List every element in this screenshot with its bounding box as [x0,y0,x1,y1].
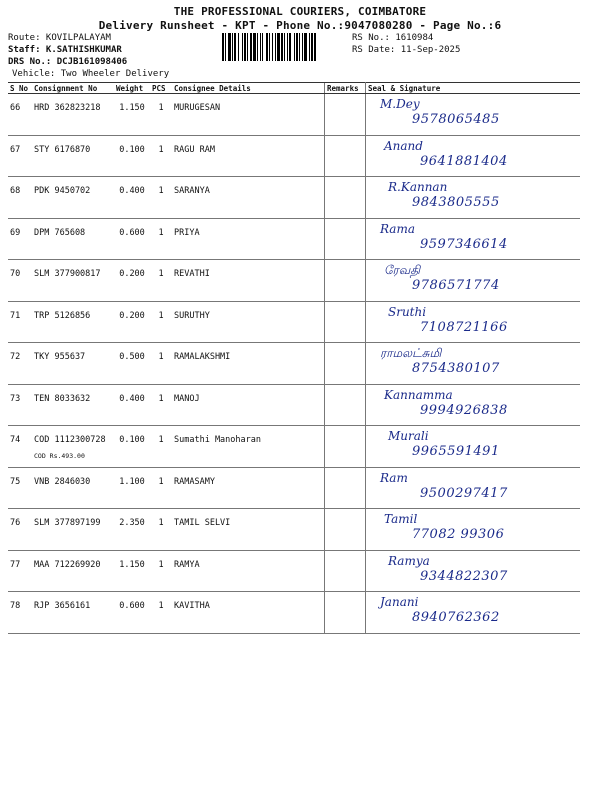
cell-consignment-text: TKY 955637 [34,352,86,362]
cell-sno [8,592,32,634]
cell-seal-signature [366,343,581,385]
cell-weight [114,467,150,509]
cell-seal-signature [366,94,581,136]
cell-seal-signature [366,467,581,509]
cell-consignment [32,467,114,509]
col-remarks: Remarks [325,83,366,94]
cell-weight [114,260,150,302]
cell-consignee [172,218,325,260]
cell-pcs [150,218,172,260]
cell-sno [8,260,32,302]
cell-remarks [325,343,366,385]
cell-weight-text: 0.100 [119,435,145,445]
cell-weight [114,218,150,260]
cell-weight-text: 2.350 [119,518,145,528]
cell-seal-signature [366,509,581,551]
handwritten-signature: Ram [380,470,408,485]
handwritten-signature: M.Dey [380,97,420,111]
cell-consignee [172,94,325,136]
cell-weight [114,426,150,468]
cell-weight-text: 0.100 [119,144,145,155]
cell-seal-signature [366,177,581,219]
cell-sno-text: 78 [10,601,21,611]
handwritten-phone: 9786571774 [412,278,500,293]
cell-weight [114,509,150,551]
route-label: Route: KOVILPALAYAM [8,33,111,43]
cell-pcs [150,509,172,551]
cell-consignment-text: COD 1112300728 [34,435,106,445]
col-sno: S No [8,83,32,94]
cell-remarks [325,94,366,136]
cell-weight-text: 1.150 [119,103,145,113]
handwritten-signature: Anand [384,138,423,153]
cell-weight-text: 0.200 [119,269,145,279]
vehicle-label: Vehicle: Two Wheeler Delivery [12,69,170,79]
runsheet-table [8,82,580,634]
cell-sno [8,384,32,426]
col-consignee: Consignee Details [172,83,325,94]
cell-seal-signature [366,592,581,634]
cell-sno-text: 75 [10,476,21,487]
cell-remarks [325,592,366,634]
handwritten-signature: Ramya [388,553,430,568]
cell-weight-text: 1.150 [119,559,145,570]
cell-consignment-text: PDK 9450702 [34,186,91,196]
cell-consignee [172,260,325,302]
cell-consignment-text: TRP 5126856 [34,310,91,321]
table-header-row [8,83,580,94]
cell-weight-text: 0.400 [119,393,145,404]
handwritten-signature: Kannamma [384,387,453,402]
cell-pcs [150,343,172,385]
handwritten-signature: ராமலட்சுமி [380,346,442,360]
cell-seal-signature [366,301,581,343]
cell-sno [8,509,32,551]
table-row [8,218,580,260]
cell-consignee-text: PRIYA [174,227,200,238]
cell-weight-text: 0.200 [119,310,145,321]
rs-number: RS No.: 1610984 [352,33,434,43]
cell-sno-text: 69 [10,227,21,238]
cell-consignee-text: Sumathi Manoharan [174,435,261,445]
cell-consignee-text: MANOJ [174,393,200,404]
cell-pcs-text: 1 [158,559,164,570]
cell-remarks [325,177,366,219]
cell-pcs-text: 1 [158,476,164,487]
table-row [8,550,580,592]
table-row [8,509,580,551]
cell-consignment [32,260,114,302]
table-row [8,177,580,219]
cell-consignment-text: MAA 712269920 [34,559,101,570]
cell-weight [114,301,150,343]
cell-consignment-text: HRD 362823218 [34,103,101,113]
col-pcs: PCS [150,83,172,94]
handwritten-phone: 9344822307 [420,568,508,584]
handwritten-signature: R.Kannan [388,180,448,194]
drs-label: DRS No.: DCJB161098406 [8,57,128,67]
handwritten-signature: ரேவதி [384,263,421,277]
rs-date: RS Date: 11-Sep-2025 [352,45,461,55]
cell-consignee [172,509,325,551]
cell-sno-text: 77 [10,559,21,570]
handwritten-phone: 9641881404 [420,153,508,169]
cell-consignment-text: RJP 3656161 [34,601,91,611]
cell-pcs-text: 1 [158,601,164,611]
cell-weight-text: 0.600 [119,601,145,611]
handwritten-phone: 9965591491 [412,444,500,459]
cell-weight [114,94,150,136]
staff-label: Staff: K.SATHISHKUMAR [8,45,122,55]
cell-consignment-text: DPM 765608 [34,227,86,238]
cell-sno [8,177,32,219]
table-row [8,384,580,426]
cell-sno-text: 73 [10,393,21,404]
cell-remarks [325,384,366,426]
cell-consignment-text: VNB 2846030 [34,476,91,487]
cell-consignment [32,384,114,426]
cell-sno-text: 70 [10,269,21,279]
cell-consignee [172,301,325,343]
cell-consignment [32,509,114,551]
cell-consignee [172,550,325,592]
cell-sno [8,467,32,509]
cell-consignee [172,177,325,219]
cell-consignment [32,177,114,219]
cell-consignee-text: SURUTHY [174,310,210,321]
table-row [8,467,580,509]
table-row [8,94,580,136]
cell-pcs [150,301,172,343]
cell-pcs-text: 1 [158,518,164,528]
cell-weight [114,592,150,634]
cell-weight [114,550,150,592]
cell-sno-text: 74 [10,435,21,445]
cell-consignee-text: MURUGESAN [174,103,221,113]
cell-weight-text: 1.100 [119,476,145,487]
cell-remarks [325,260,366,302]
cell-weight-text: 0.400 [119,186,145,196]
cell-consignment [32,218,114,260]
cell-weight-text: 0.500 [119,352,145,362]
cell-consignment [32,301,114,343]
barcode [222,33,348,61]
cell-remarks [325,509,366,551]
cell-consignment [32,550,114,592]
handwritten-phone: 8754380107 [412,361,500,376]
cell-consignee-text: KAVITHA [174,601,210,611]
cell-sno-text: 72 [10,352,21,362]
company-title: THE PROFESSIONAL COURIERS, COIMBATORE [173,5,427,18]
cell-weight-text: 0.600 [119,227,145,238]
cell-consignee [172,135,325,177]
cell-remarks [325,467,366,509]
handwritten-phone: 9994926838 [420,402,508,418]
cell-weight [114,135,150,177]
cell-pcs-text: 1 [158,352,164,362]
cell-remarks [325,218,366,260]
cell-consignment [32,426,114,468]
handwritten-signature: Rama [380,221,415,236]
handwritten-signature: Sruthi [388,304,427,319]
cell-weight [114,177,150,219]
table-row [8,135,580,177]
cell-consignment-text: STY 6176870 [34,144,91,155]
cell-sno [8,426,32,468]
cell-pcs [150,467,172,509]
cell-pcs [150,94,172,136]
cell-pcs-text: 1 [158,227,164,238]
cell-consignment [32,94,114,136]
handwritten-phone: 9843805555 [412,195,500,210]
cell-sno [8,343,32,385]
handwritten-signature: Murali [388,429,429,443]
cell-seal-signature [366,384,581,426]
cell-consignee [172,467,325,509]
cell-sno [8,550,32,592]
cell-pcs [150,177,172,219]
cell-pcs [150,426,172,468]
cell-consignee-text: TAMIL SELVI [174,518,231,528]
runsheet-title: Delivery Runsheet - KPT - Phone No.:9047080280 - Page No.:6 [98,19,502,32]
cell-sno [8,218,32,260]
col-seal-signature: Seal & Signature [366,83,581,94]
handwritten-phone: 9500297417 [420,485,508,501]
cell-pcs-text: 1 [158,435,164,445]
cell-pcs-text: 1 [158,269,164,279]
cell-sno [8,301,32,343]
cell-pcs [150,550,172,592]
cell-pcs-text: 1 [158,310,164,321]
handwritten-phone: 9578065485 [412,112,500,127]
cell-consignee [172,592,325,634]
cell-seal-signature [366,550,581,592]
cod-amount: COD Rs.493.00 [34,452,85,460]
col-weight: Weight [114,83,150,94]
cell-seal-signature [366,218,581,260]
cell-pcs [150,135,172,177]
cell-remarks [325,135,366,177]
cell-seal-signature [366,426,581,468]
cell-sno-text: 71 [10,310,21,321]
cell-sno [8,94,32,136]
cell-seal-signature [366,260,581,302]
cell-pcs [150,592,172,634]
table-row [8,592,580,634]
cell-seal-signature [366,135,581,177]
cell-remarks [325,426,366,468]
table-row [8,343,580,385]
table-row [8,301,580,343]
handwritten-signature: Janani [380,595,419,609]
table-row [8,426,580,468]
handwritten-phone: 77082 99306 [412,527,505,542]
handwritten-phone: 8940762362 [412,610,500,625]
cell-pcs [150,260,172,302]
cell-consignee-text: SARANYA [174,186,210,196]
cell-consignee-text: RAMALAKSHMI [174,352,231,362]
table-row [8,260,580,302]
cell-remarks [325,550,366,592]
cell-weight [114,343,150,385]
cell-weight [114,384,150,426]
cell-consignee [172,426,325,468]
cell-sno-text: 67 [10,144,21,155]
cell-consignment-text: SLM 377900817 [34,269,101,279]
cell-consignment-text: TEN 8033632 [34,393,91,404]
cell-consignment-text: SLM 377897199 [34,518,101,528]
handwritten-phone: 9597346614 [420,236,508,252]
cell-consignee [172,384,325,426]
cell-consignment [32,343,114,385]
cell-sno-text: 76 [10,518,21,528]
cell-consignment [32,135,114,177]
cell-sno [8,135,32,177]
cell-pcs-text: 1 [158,144,164,155]
handwritten-phone: 7108721166 [420,319,508,335]
cell-pcs [150,384,172,426]
cell-pcs-text: 1 [158,186,164,196]
cell-pcs-text: 1 [158,393,164,404]
cell-consignee [172,343,325,385]
cell-pcs-text: 1 [158,103,164,113]
cell-remarks [325,301,366,343]
cell-sno-text: 68 [10,186,21,196]
cell-consignee-text: REVATHI [174,269,210,279]
col-consignment: Consignment No [32,83,114,94]
cell-consignee-text: RAMASAMY [174,476,215,487]
cell-consignee-text: RAGU RAM [174,144,215,155]
cell-consignee-text: RAMYA [174,559,200,570]
handwritten-signature: Tamil [384,512,418,526]
cell-sno-text: 66 [10,103,21,113]
cell-consignment [32,592,114,634]
